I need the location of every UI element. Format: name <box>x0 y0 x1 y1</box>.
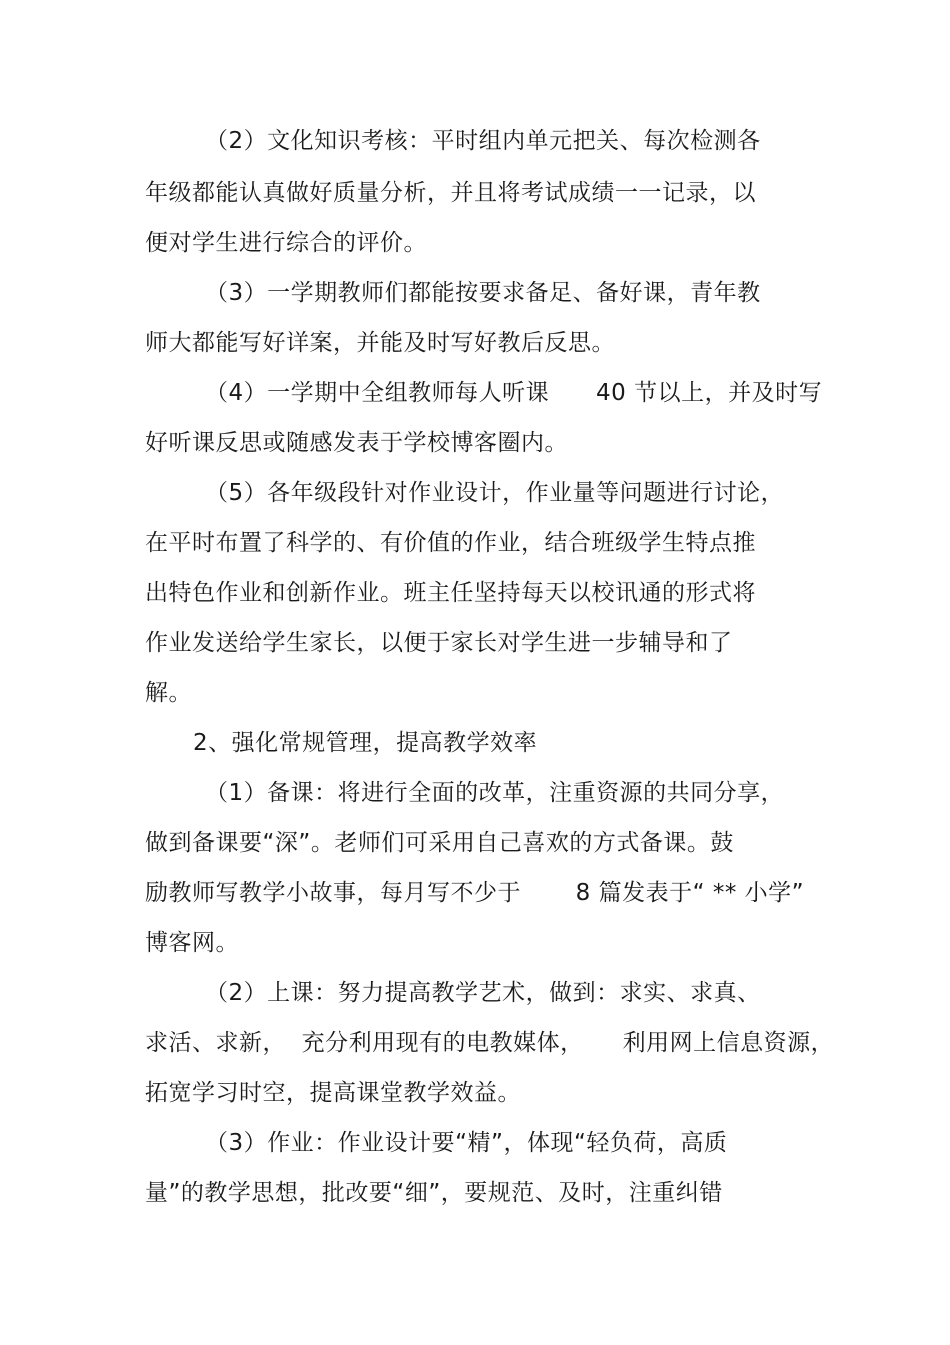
text-line: （1）备课：将进行全面的改革，注重资源的共同分享， <box>205 780 785 806</box>
text-line: 师大都能写好详案，并能及时写好教后反思。 <box>145 330 615 356</box>
text-line: （2）上课：努力提高教学艺术，做到：求实、求真、 <box>205 980 761 1006</box>
text-line: 做到备课要“深”。老师们可采用自己喜欢的方式备课。鼓 <box>145 830 734 856</box>
text-line: 好听课反思或随感发表于学校博客圈内。 <box>145 430 568 456</box>
text-line: 出特色作业和创新作业。班主任坚持每天以校讯通的形式将 <box>145 580 756 606</box>
text-line: （5）各年级段针对作业设计，作业量等问题进行讨论， <box>205 480 785 506</box>
text-line: （2）文化知识考核：平时组内单元把关、每次检测各 <box>205 128 761 154</box>
text-line: 拓宽学习时空，提高课堂教学效益。 <box>145 1080 521 1106</box>
text-line: 便对学生进行综合的评价。 <box>145 230 427 256</box>
text-line: （3）一学期教师们都能按要求备足、备好课，青年教 <box>205 280 761 306</box>
text-line: 作业发送给学生家长，以便于家长对学生进一步辅导和了 <box>145 630 733 656</box>
text-line: 励教师写教学小故事，每月写不少于 8 篇发表于“ ** 小学” <box>145 880 805 906</box>
text-line: 解。 <box>145 680 192 706</box>
text-line: 年级都能认真做好质量分析，并且将考试成绩一一记录，以 <box>145 180 756 206</box>
text-line: 求活、求新， 充分利用现有的电教媒体， 利用网上信息资源， <box>145 1030 835 1056</box>
text-line: 量”的教学思想，批改要“细”，要规范、及时，注重纠错 <box>145 1180 723 1206</box>
section-heading: 2、强化常规管理，提高教学效率 <box>193 730 538 756</box>
text-line: （4）一学期中全组教师每人听课 40 节以上，并及时写 <box>205 380 823 406</box>
text-line: 博客网。 <box>145 930 239 956</box>
text-line: （3）作业：作业设计要“精”，体现“轻负荷，高质 <box>205 1130 728 1156</box>
text-line: 在平时布置了科学的、有价值的作业，结合班级学生特点推 <box>145 530 756 556</box>
